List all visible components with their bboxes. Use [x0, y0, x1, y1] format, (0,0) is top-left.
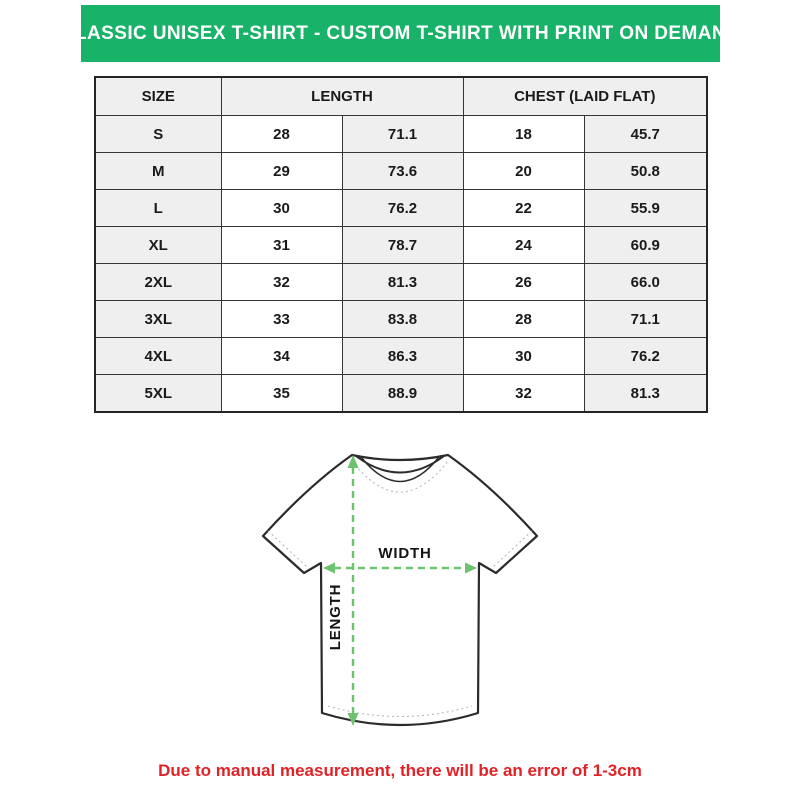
size-cell: XL	[95, 227, 221, 264]
tshirt-outline	[263, 455, 537, 725]
chest-in-cell: 32	[463, 375, 584, 413]
table-row	[95, 153, 707, 190]
length-cm-cell: 86.3	[342, 338, 463, 375]
length-cm-cell: 71.1	[342, 116, 463, 153]
chest-in-cell: 28	[463, 301, 584, 338]
length-in-cell: 33	[221, 301, 342, 338]
length-in-cell: 34	[221, 338, 342, 375]
length-cm-cell: 81.3	[342, 264, 463, 301]
table-row	[95, 338, 707, 375]
length-cm-cell: 76.2	[342, 190, 463, 227]
header-size: SIZE	[95, 77, 221, 116]
length-cm-cell: 88.9	[342, 375, 463, 413]
chest-cm-cell: 66.0	[584, 264, 707, 301]
size-cell: 3XL	[95, 301, 221, 338]
header-length: LENGTH	[221, 77, 463, 116]
table-row	[95, 375, 707, 413]
chest-in-cell: 26	[463, 264, 584, 301]
length-cm-cell: 83.8	[342, 301, 463, 338]
tshirt-diagram	[230, 425, 570, 755]
chest-in-cell: 22	[463, 190, 584, 227]
length-label: LENGTH	[327, 583, 344, 651]
chest-cm-cell: 76.2	[584, 338, 707, 375]
table-row	[95, 301, 707, 338]
length-cm-cell: 73.6	[342, 153, 463, 190]
measurement-disclaimer: Due to manual measurement, there will be an error of 1-3cm	[158, 761, 642, 780]
size-chart	[94, 76, 708, 413]
size-cell: 5XL	[95, 375, 221, 413]
length-cm-cell: 78.7	[342, 227, 463, 264]
width-label: WIDTH	[378, 545, 432, 562]
chest-cm-cell: 55.9	[584, 190, 707, 227]
table-header-row	[95, 77, 707, 116]
chest-cm-cell: 45.7	[584, 116, 707, 153]
length-in-cell: 29	[221, 153, 342, 190]
length-in-cell: 31	[221, 227, 342, 264]
table-row	[95, 227, 707, 264]
length-in-cell: 28	[221, 116, 342, 153]
table-row	[95, 116, 707, 153]
table-row	[95, 264, 707, 301]
size-cell: M	[95, 153, 221, 190]
table-row	[95, 190, 707, 227]
chest-cm-cell: 50.8	[584, 153, 707, 190]
size-table	[94, 76, 708, 413]
chest-cm-cell: 81.3	[584, 375, 707, 413]
size-cell: 2XL	[95, 264, 221, 301]
length-in-cell: 32	[221, 264, 342, 301]
page-title: CLASSIC UNISEX T-SHIRT - CUSTOM T-SHIRT WITH PRINT ON DEMAND	[60, 22, 741, 44]
chest-in-cell: 24	[463, 227, 584, 264]
tshirt-drawing	[230, 425, 570, 755]
size-cell: 4XL	[95, 338, 221, 375]
title-banner	[60, 5, 741, 62]
size-cell: S	[95, 116, 221, 153]
length-in-cell: 30	[221, 190, 342, 227]
length-in-cell: 35	[221, 375, 342, 413]
chest-cm-cell: 60.9	[584, 227, 707, 264]
size-cell: L	[95, 190, 221, 227]
chest-in-cell: 18	[463, 116, 584, 153]
header-chest: CHEST (LAID FLAT)	[463, 77, 707, 116]
chest-cm-cell: 71.1	[584, 301, 707, 338]
chest-in-cell: 30	[463, 338, 584, 375]
chest-in-cell: 20	[463, 153, 584, 190]
